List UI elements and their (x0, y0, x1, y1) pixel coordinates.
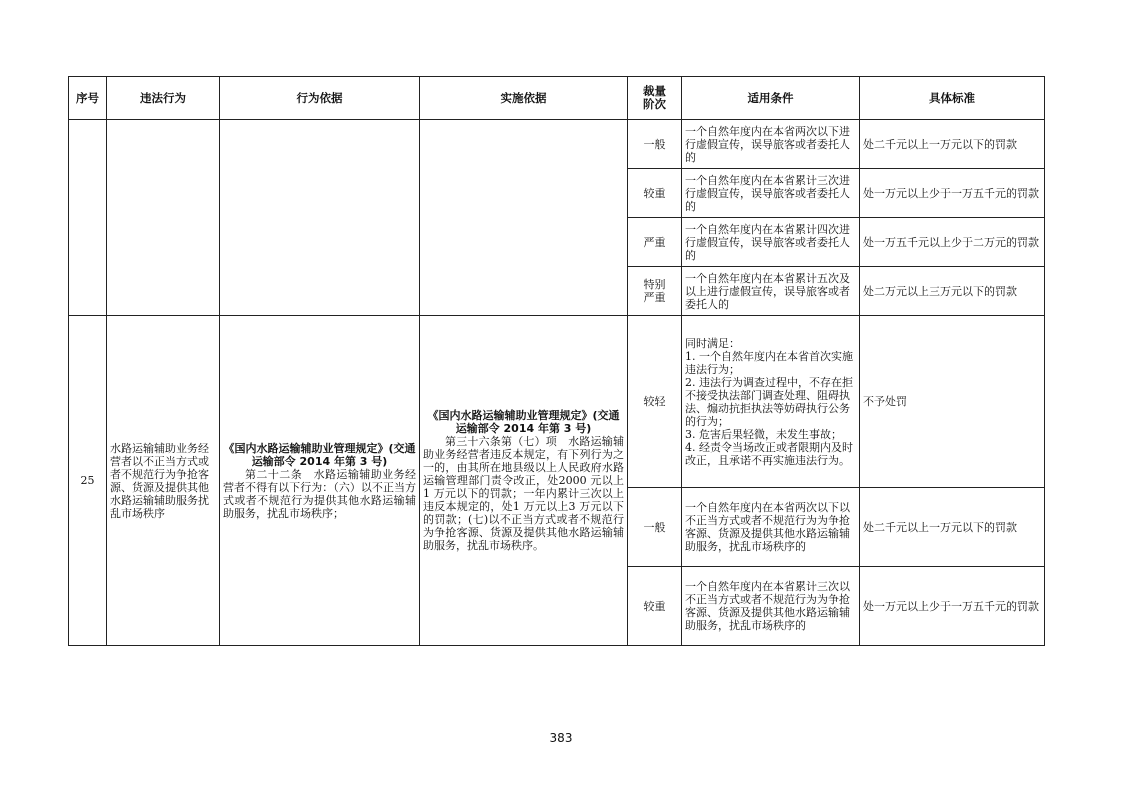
level-cell: 一般 (628, 488, 682, 567)
prev-basis-cell (220, 120, 420, 316)
penalty-table (68, 76, 1045, 646)
condition-line: 1. 一个自然年度内在本省首次实施违法行为； (685, 349, 853, 376)
condition-cell: 一个自然年度内在本省两次以下进行虚假宣传，误导旅客或者委托人的 (682, 120, 860, 169)
header-level: 裁量 阶次 (628, 77, 682, 120)
table-row (69, 316, 1045, 488)
header-implementation: 实施依据 (420, 77, 628, 120)
header-violation: 违法行为 (107, 77, 220, 120)
basis-text: 第二十二条 水路运输辅助业务经营者不得有以下行为：（六）以不正当方式或者不规范行为提供其他水路运输辅助服务，扰乱市场秩序； (223, 467, 416, 520)
standard-cell: 处一万元以上少于一万五千元的罚款 (860, 169, 1045, 218)
condition-cell: 一个自然年度内在本省累计三次以不正当方式或者不规范行为为争抢客源、货源及提供其他水路运输辅助服务，扰乱市场秩序的 (682, 567, 860, 646)
impl-text: 第三十六条第（七）项 水路运输辅助业务经营者违反本规定，有下列行为之一的，由其所在地县级以上人民政府水路运输管理部门责令改正，处2000 元以上1 万元以下的罚款；一年内累计三次以上违反本规定的，处1 万元以上3 万元以下的罚款；(七)以不正当方式或者不规范行为争抢客源、货源及提供其他水路运输辅助服务，扰乱市场秩序。 (423, 435, 624, 552)
implementation-cell (420, 316, 628, 646)
prev-violation-cell (107, 120, 220, 316)
level-cell: 特别 严重 (628, 267, 682, 316)
impl-title: 《国内水路运输辅助业管理规定》(交通运输部令 2014 年第 3 号) (427, 409, 620, 435)
level-cell: 较重 (628, 169, 682, 218)
standard-cell: 不予处罚 (860, 316, 1045, 488)
header-seq: 序号 (69, 77, 107, 120)
standard-cell: 处二千元以上一万元以下的罚款 (860, 488, 1045, 567)
header-basis: 行为依据 (220, 77, 420, 120)
prev-impl-cell (420, 120, 628, 316)
condition-line: 4. 经责令当场改正或者限期内及时改正，且承诺不再实施违法行为。 (685, 440, 853, 467)
level-cell: 严重 (628, 218, 682, 267)
table-row (69, 120, 1045, 169)
header-condition: 适用条件 (682, 77, 860, 120)
condition-cell: 一个自然年度内在本省累计四次进行虚假宣传，误导旅客或者委托人的 (682, 218, 860, 267)
standard-cell: 处二万元以上三万元以下的罚款 (860, 267, 1045, 316)
page-number: 383 (549, 731, 573, 745)
prev-seq-cell (69, 120, 107, 316)
condition-cell (682, 316, 860, 488)
condition-line: 2. 违法行为调查过程中，不存在拒不接受执法部门调查处理、阻碍执法、煽动抗拒执法等妨碍执行公务的行为； (685, 375, 853, 428)
condition-line: 同时满足： (685, 336, 740, 350)
level-cell: 较重 (628, 567, 682, 646)
standard-cell: 处一万五千元以上少于二万元的罚款 (860, 218, 1045, 267)
standard-cell: 处二千元以上一万元以下的罚款 (860, 120, 1045, 169)
seq-cell: 25 (69, 316, 107, 646)
level-cell: 较轻 (628, 316, 682, 488)
condition-line: 3. 危害后果轻微，未发生事故； (685, 427, 842, 441)
basis-title: 《国内水路运输辅助业管理规定》(交通运输部令 2014 年第 3 号) (223, 441, 416, 468)
basis-cell (220, 316, 420, 646)
condition-cell: 一个自然年度内在本省累计三次进行虚假宣传，误导旅客或者委托人的 (682, 169, 860, 218)
condition-cell: 一个自然年度内在本省两次以下以不正当方式或者不规范行为为争抢客源、货源及提供其他水路运输辅助服务，扰乱市场秩序的 (682, 488, 860, 567)
standard-cell: 处一万元以上少于一万五千元的罚款 (860, 567, 1045, 646)
table-header-row (69, 77, 1045, 120)
header-standard: 具体标准 (860, 77, 1045, 120)
violation-cell: 水路运输辅助业务经营者以不正当方式或者不规范行为争抢客源、货源及提供其他水路运输辅助服务扰乱市场秩序 (107, 316, 220, 646)
condition-cell: 一个自然年度内在本省累计五次及以上进行虚假宣传，误导旅客或者委托人的 (682, 267, 860, 316)
level-cell: 一般 (628, 120, 682, 169)
